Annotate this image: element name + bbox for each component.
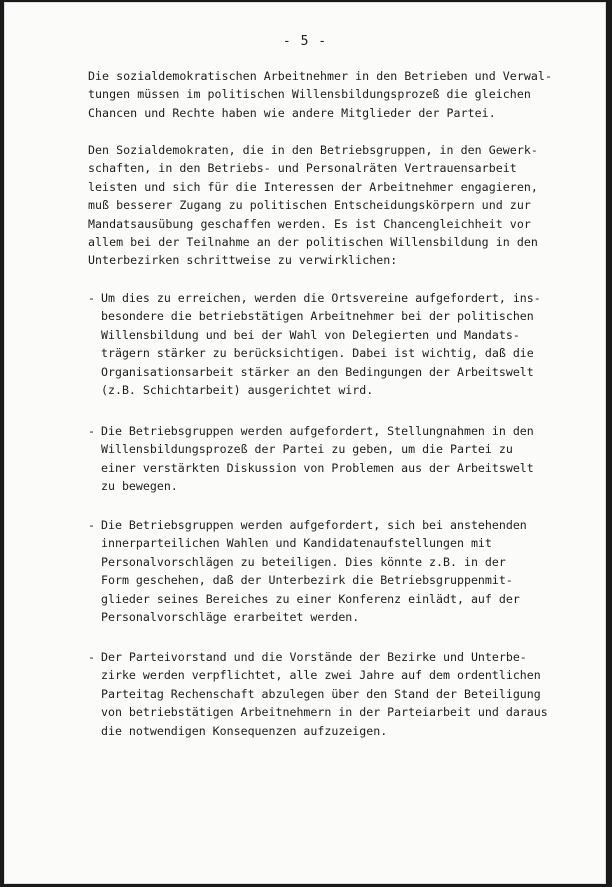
bullet-item-2 xyxy=(88,422,534,496)
paragraph-2: Den Sozialdemokraten, die in den Betriebsgruppen, in den Gewerk- schaften, in den Betriebs- und Personalräten Vertrauensarbeit leisten und sich für die Interessen der Arbeitnehmer engagieren, muß besserer Zugang zu politischen Entscheidungskörpern und zur Mandatsausübung geschaffen werden. Es ist Chancengleichheit vor allem bei der Teilnahme an der politischen Willensbildung in den Unterbezirken schrittweise zu verwirklichen: xyxy=(88,143,538,268)
document-page xyxy=(4,2,606,884)
page-number: - 5 - xyxy=(282,34,328,49)
bullet-dash: - xyxy=(88,291,95,305)
bullet-item-4 xyxy=(88,648,548,740)
bullet-dash: - xyxy=(88,650,95,664)
bullet-item-1 xyxy=(88,289,541,399)
bullet-text: Die Betriebsgruppen werden aufgefordert, sich bei anstehenden innerparteilichen Wahlen und Kandidatenaufstellungen mit Personalvorschlägen zu beteiligen. Dies könnte z.B. in der Form geschehen, daß der Unterbezirk die Betriebsgruppenmit- glieder seines Bereiches zu einer Konferenz einlädt, auf der Personalvorschläge erarbeitet werden. xyxy=(101,518,527,625)
paragraph-1: Die sozialdemokratischen Arbeitnehmer in den Betrieben und Verwal- tungen müssen im politischen Willensbildungsprozeß die gleichen Chancen und Rechte haben wie andere Mitglieder der Partei. xyxy=(88,69,552,120)
bullet-dash: - xyxy=(88,518,95,532)
bullet-text: Der Parteivorstand und die Vorstände der Bezirke und Unterbe- zirke werden verpflichtet, alle zwei Jahre auf dem ordentlichen Parteitag Rechenschaft abzulegen über den Stand der Beteiligung von betriebstätigen Arbeitnehmern in der Parteiarbeit und daraus die notwendigen Konsequenzen aufzuzeigen. xyxy=(101,650,548,738)
bullet-text: Um dies zu erreichen, werden die Ortsvereine aufgefordert, ins- besondere die betriebstätigen Arbeitnehmer bei der politischen Willensbildung und bei der Wahl von Delegierten und Mandats- trägern stärker zu berücksichtigen. Dabei ist wichtig, daß die Organisationsarbeit stärker an den Bedingungen der Arbeitswelt (z.B. Schichtarbeit) ausgerichtet wird. xyxy=(101,291,541,398)
bullet-dash: - xyxy=(88,424,95,438)
bullet-text: Die Betriebsgruppen werden aufgefordert, Stellungnahmen in den Willensbildungsprozeß der Partei zu geben, um die Partei zu einer verstärkten Diskussion von Problemen aus der Arbeitswelt zu bewegen. xyxy=(101,424,534,494)
bullet-item-3 xyxy=(88,516,527,626)
